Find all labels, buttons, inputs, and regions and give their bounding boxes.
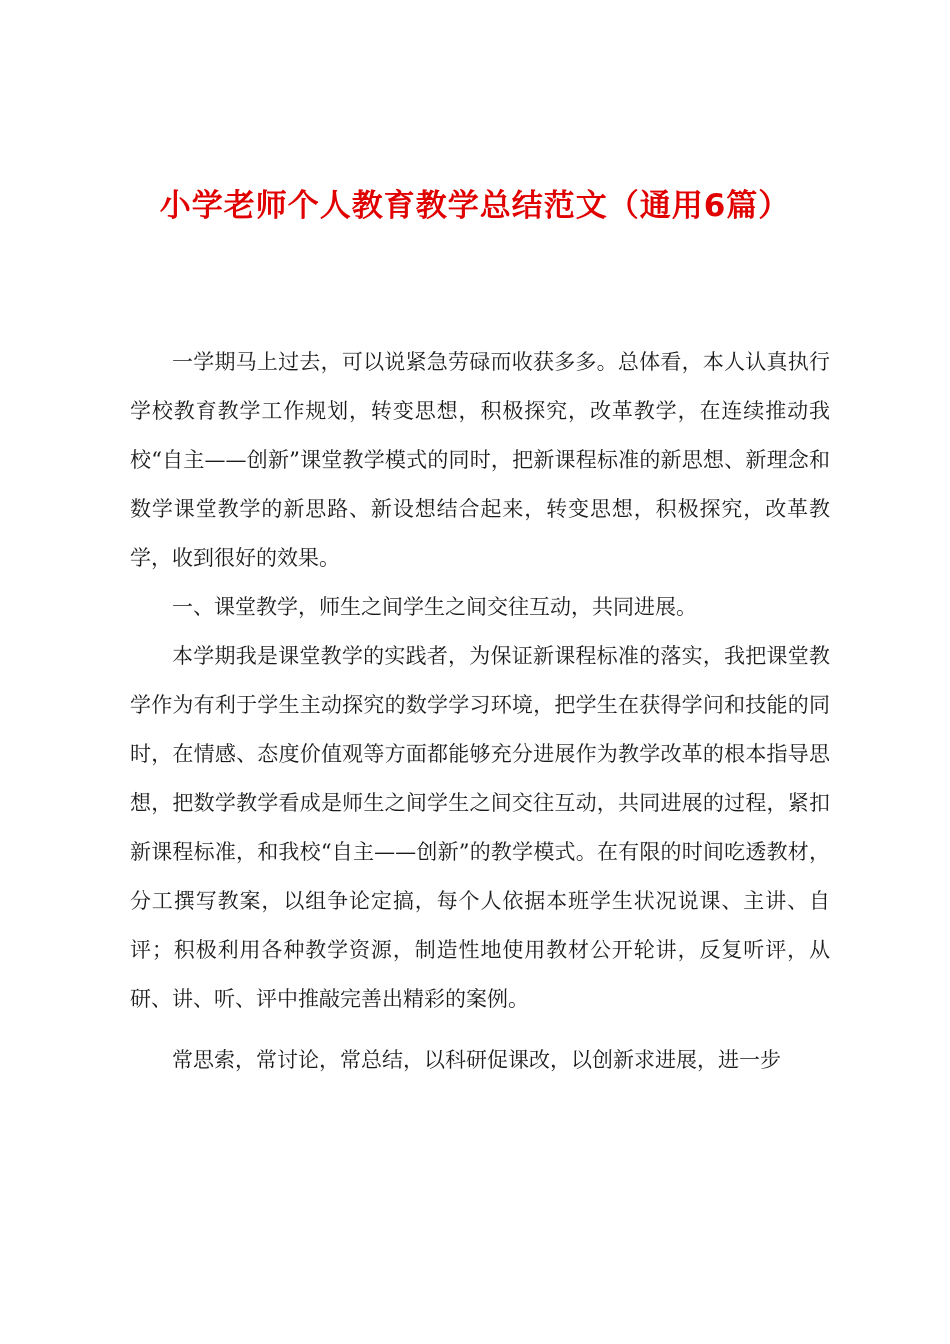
paragraph-section-heading: 一、课堂教学，师生之间学生之间交往互动，共同进展。 [172,595,697,619]
document-title: 小学老师个人教育教学总结范文（通用6篇） [159,188,791,224]
paragraph-research: 常思索，常讨论，常总结，以科研促课改，以创新求进展，进一步 [172,1048,781,1072]
document-body [130,338,830,1085]
paragraph-classroom-teaching: 本学期我是课堂教学的实践者，为保证新课程标准的落实，我把课堂教学作为有利于学生主动探究的数学学习环境，把学生在获得学问和技能的同时，在情感、态度价值观等方面都能够充分进展作为教学改革的根本指导思想，把数学教学看成是师生之间学生之间交往互动，共同进展的过程，紧扣新课程标准，和我校“自主——创新”的教学模式。在有限的时间吃透教材，分工撰写教案，以组争论定搞，每个人依据本班学生状况说课、主讲、自评；积极利用各种教学资源，制造性地使用教材公开轮讲，反复听评，从研、讲、听、评中推敲完善出精彩的案例。 [130,644,830,1011]
paragraph-intro: 一学期马上过去，可以说紧急劳碌而收获多多。总体看，本人认真执行学校教育教学工作规划，转变思想，积极探究，改革教学，在连续推动我校“自主——创新”课堂教学模式的同时，把新课程标准的新思想、新理念和数学课堂教学的新思路、新设想结合起来，转变思想，积极探究，改革教学，收到很好的效果。 [130,350,830,570]
